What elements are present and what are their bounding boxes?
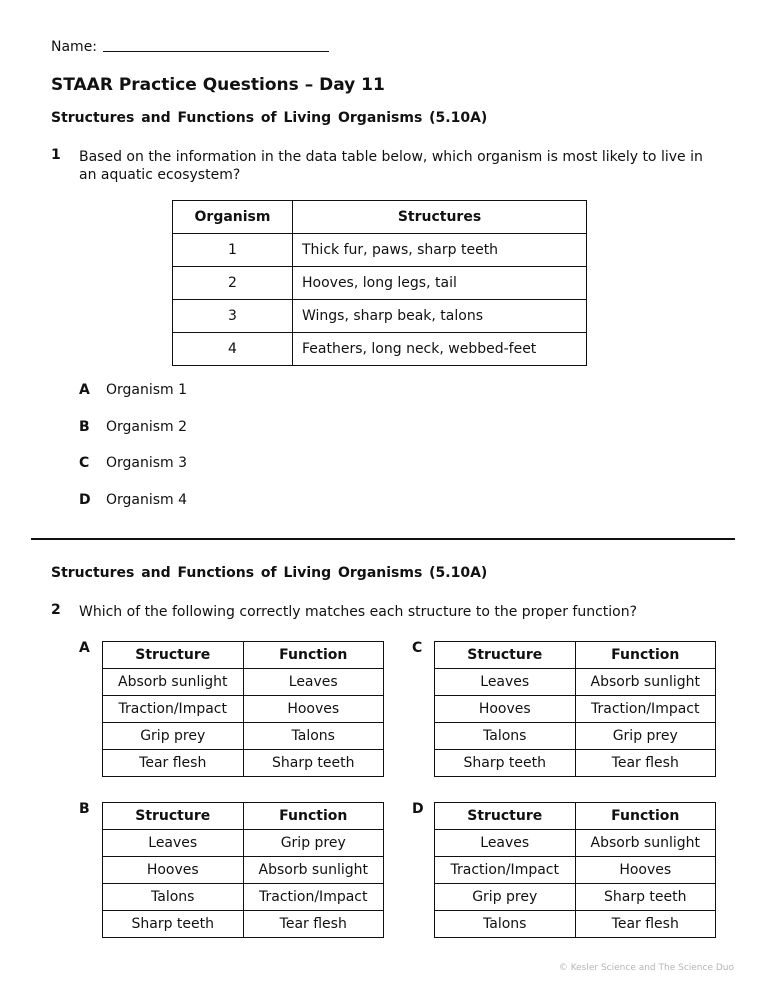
table-cell: Grip prey [575, 723, 716, 750]
option-letter: D [79, 492, 91, 508]
table-header: Structure [435, 803, 576, 830]
q1-table-wrapper [172, 200, 587, 366]
table-row [103, 857, 384, 884]
table-cell: Grip prey [243, 830, 384, 857]
table-cell: Tear flesh [575, 911, 716, 938]
table-cell: Thick fur, paws, sharp teeth [293, 234, 587, 267]
option-text: Organism 3 [106, 455, 188, 471]
q2-table-b [102, 802, 384, 938]
q2-table-a [102, 641, 384, 777]
name-blank-line[interactable] [103, 38, 329, 52]
table-cell: Absorb sunlight [575, 830, 716, 857]
table-row [435, 696, 716, 723]
page-title: STAAR Practice Questions – Day 11 [51, 75, 385, 95]
table-cell: 2 [173, 267, 293, 300]
table-cell: Leaves [435, 830, 576, 857]
table-cell: Traction/Impact [243, 884, 384, 911]
q2-table-d [434, 802, 716, 938]
table-header: Structure [435, 642, 576, 669]
table-cell: Absorb sunlight [575, 669, 716, 696]
q1-option-a[interactable] [79, 382, 187, 398]
q2-option-d-letter[interactable]: D [412, 801, 424, 817]
q1-heading: Structures and Functions of Living Organisms (5.10A) [51, 110, 488, 126]
table-header: Function [243, 803, 384, 830]
table-row [173, 333, 587, 366]
q1-option-b[interactable] [79, 419, 187, 435]
table-header: Organism [173, 201, 293, 234]
table-header: Function [575, 642, 716, 669]
table-cell: Hooves [243, 696, 384, 723]
table-cell: Traction/Impact [575, 696, 716, 723]
option-text: Organism 2 [106, 419, 188, 435]
table-cell: Talons [435, 911, 576, 938]
q1-number: 1 [51, 147, 61, 163]
table-row [103, 750, 384, 777]
table-row [103, 884, 384, 911]
table-cell: Wings, sharp beak, talons [293, 300, 587, 333]
table-cell: Feathers, long neck, webbed-feet [293, 333, 587, 366]
table-cell: Leaves [435, 669, 576, 696]
table-cell: Tear flesh [575, 750, 716, 777]
table-row [435, 723, 716, 750]
q2-option-a-letter[interactable]: A [79, 640, 90, 656]
q1-option-d[interactable] [79, 492, 187, 508]
table-cell: Absorb sunlight [103, 669, 244, 696]
table-header: Structure [103, 803, 244, 830]
table-header: Function [575, 803, 716, 830]
table-cell: Hooves, long legs, tail [293, 267, 587, 300]
table-row [103, 669, 384, 696]
section-divider [31, 538, 735, 540]
q1-text: Based on the information in the data table below, which organism is most likely to live in an aquatic ecosystem? [79, 149, 703, 183]
table-row [435, 830, 716, 857]
table-cell: 3 [173, 300, 293, 333]
table-cell: 4 [173, 333, 293, 366]
table-row [173, 234, 587, 267]
table-cell: Sharp teeth [103, 911, 244, 938]
q2-option-c[interactable] [434, 641, 716, 777]
q2-text: Which of the following correctly matches each structure to the proper function? [79, 604, 638, 620]
option-letter: B [79, 419, 90, 435]
table-row [435, 857, 716, 884]
table-cell: Tear flesh [103, 750, 244, 777]
table-cell: 1 [173, 234, 293, 267]
q2-option-c-letter[interactable]: C [412, 640, 423, 656]
table-row [103, 696, 384, 723]
table-cell: Absorb sunlight [243, 857, 384, 884]
name-label: Name: [51, 39, 98, 55]
table-cell: Hooves [103, 857, 244, 884]
table-row [435, 911, 716, 938]
table-header: Function [243, 642, 384, 669]
option-text: Organism 4 [106, 492, 188, 508]
table-cell: Talons [243, 723, 384, 750]
table-cell: Leaves [243, 669, 384, 696]
option-text: Organism 1 [106, 382, 188, 398]
table-row [435, 884, 716, 911]
q2-number: 2 [51, 602, 61, 618]
table-row [103, 723, 384, 750]
table-cell: Sharp teeth [243, 750, 384, 777]
q2-option-d[interactable] [434, 802, 716, 938]
table-cell: Traction/Impact [103, 696, 244, 723]
table-header: Structure [103, 642, 244, 669]
name-field[interactable] [51, 38, 329, 55]
table-row [103, 911, 384, 938]
q1-option-c[interactable] [79, 455, 187, 471]
table-row [103, 830, 384, 857]
q1-data-table [172, 200, 587, 366]
table-cell: Talons [435, 723, 576, 750]
table-row [173, 300, 587, 333]
option-letter: C [79, 455, 90, 471]
q2-option-a[interactable] [102, 641, 384, 777]
table-cell: Sharp teeth [575, 884, 716, 911]
q2-table-c [434, 641, 716, 777]
table-cell: Hooves [575, 857, 716, 884]
table-cell: Tear flesh [243, 911, 384, 938]
table-header: Structures [293, 201, 587, 234]
copyright-notice: © Kesler Science and The Science Duo [558, 963, 734, 973]
table-cell: Grip prey [103, 723, 244, 750]
table-row [173, 267, 587, 300]
q2-option-b[interactable] [102, 802, 384, 938]
table-cell: Talons [103, 884, 244, 911]
table-cell: Grip prey [435, 884, 576, 911]
table-row [435, 669, 716, 696]
table-cell: Sharp teeth [435, 750, 576, 777]
table-cell: Leaves [103, 830, 244, 857]
q2-option-b-letter[interactable]: B [79, 801, 90, 817]
q2-heading: Structures and Functions of Living Organisms (5.10A) [51, 565, 488, 581]
table-cell: Traction/Impact [435, 857, 576, 884]
table-cell: Hooves [435, 696, 576, 723]
option-letter: A [79, 382, 90, 398]
table-row [435, 750, 716, 777]
